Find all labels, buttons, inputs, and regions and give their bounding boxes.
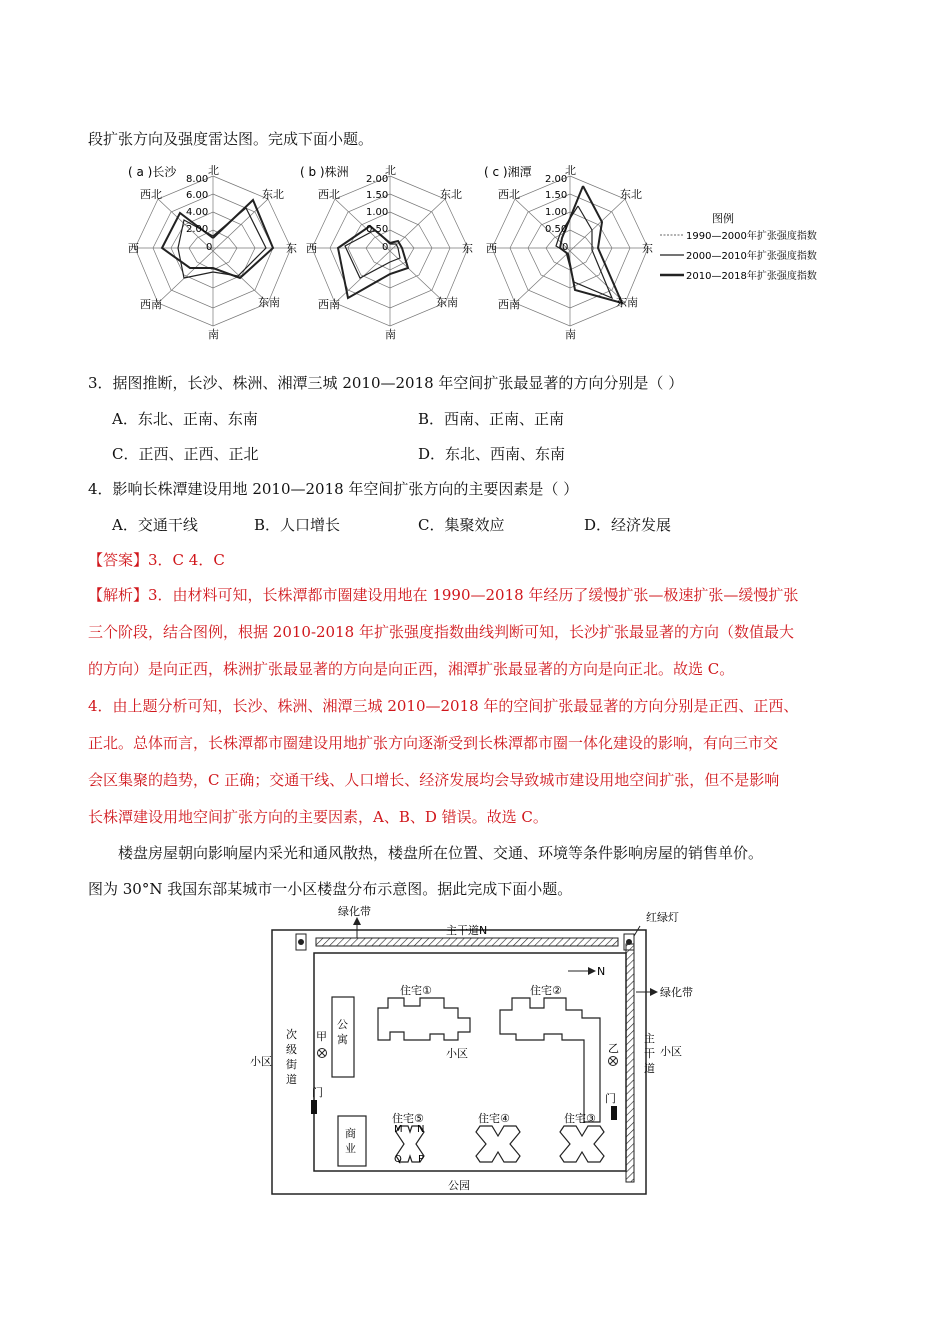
analysis-line: 正北。总体而言，长株潭都市圈建设用地扩张方向逐渐受到长株潭都市圈一体化建设的影响，有向三市交: [88, 734, 779, 752]
dir-e: 东: [642, 242, 653, 255]
corner-n: N: [417, 1124, 425, 1135]
tick: 0.50: [545, 224, 568, 235]
chart-label: ( b )株洲: [300, 165, 349, 179]
legend-title: 图例: [712, 212, 734, 225]
tick: 2.00: [545, 174, 568, 185]
series-2010-2018: [338, 226, 408, 298]
tick: 0: [382, 242, 389, 253]
gate-left: [311, 1100, 317, 1114]
analysis-line: 长株潭建设用地空间扩张方向的主要因素，A、B、D 错误。故选 C。: [88, 808, 548, 826]
xiaoqu-left-label: 小区: [250, 1055, 272, 1068]
q3-option-b: B．西南、正南、正南: [418, 410, 565, 428]
tick: 1.00: [545, 207, 568, 218]
street-label: 级: [286, 1043, 297, 1056]
passage-line: 楼盘房屋朝向影响屋内采光和通风散热，楼盘所在位置、交通、环境等条件影响房屋的销售单价。: [118, 844, 764, 862]
north-label: N: [597, 965, 606, 978]
jia-label: 甲: [316, 1030, 327, 1043]
shangye-label: 商: [345, 1127, 356, 1140]
gate-right: [611, 1106, 617, 1120]
tick: 6.00: [186, 190, 209, 201]
residence-3: [560, 1126, 604, 1162]
main-road-n-label: 主干道N: [446, 924, 488, 937]
tick: 1.50: [545, 190, 568, 201]
tick: 0: [562, 242, 569, 253]
q3-option-d: D．东北、西南、东南: [418, 445, 566, 463]
street-label: 道: [286, 1073, 297, 1086]
dir-sw: 西南: [498, 298, 520, 311]
greenbelt-top-label: 绿化带: [338, 905, 371, 918]
main-road-e-label: 道: [644, 1062, 655, 1075]
street-label: 次: [286, 1028, 297, 1041]
chart-label: ( c )湘潭: [484, 165, 532, 179]
radar-charts: [0, 158, 950, 358]
gate-label: 门: [312, 1086, 323, 1099]
dir-se: 东南: [616, 296, 638, 309]
radar-legend: [660, 211, 817, 282]
tick: 4.00: [186, 207, 209, 218]
dir-se: 东南: [258, 296, 280, 309]
dir-n: 北: [565, 164, 576, 177]
dir-n: 北: [385, 164, 396, 177]
tick: 8.00: [186, 174, 209, 185]
q3-option-a: A．东北、正南、东南: [112, 410, 258, 428]
commercial-building: [338, 1116, 366, 1166]
zhuzhai3-label: 住宅③: [564, 1112, 596, 1125]
residence-2: [500, 998, 600, 1122]
tick: 2.00: [186, 224, 209, 235]
dir-e: 东: [286, 242, 297, 255]
dir-s: 南: [208, 328, 219, 341]
xiaoqu-center-label: 小区: [446, 1047, 468, 1060]
gongyu-label: 寓: [337, 1033, 348, 1046]
dir-ne: 东北: [440, 188, 462, 201]
analysis-line: 三个阶段，结合图例，根据 2010-2018 年扩张强度指数曲线判断可知，长沙扩张最显著的方向（数值最大: [88, 623, 794, 641]
yi-label: 乙: [608, 1042, 619, 1055]
analysis-line: 的方向）是向正西，株洲扩张最显著的方向是向正西，湘潭扩张最显著的方向是向正北。故选 C。: [88, 660, 735, 678]
analysis-line: 【解析】3．由材料可知，长株潭都市圈建设用地在 1990—2018 年经历了缓慢扩张—极速扩张—缓慢扩张: [88, 586, 799, 604]
dir-e: 东: [462, 242, 473, 255]
analysis-line: 4．由上题分析可知，长沙、株洲、湘潭三城 2010—2018 年的空间扩张最显著的方向分别是正西、正西、: [88, 697, 799, 715]
radar-chart-xiangtan: [484, 164, 653, 341]
street-label: 街: [286, 1058, 297, 1071]
zhuzhai5-label: 住宅⑤: [392, 1112, 424, 1125]
analysis-line: 会区集聚的趋势，C 正确；交通干线、人口增长、经济发展均会导致城市建设用地空间扩张，但不是影响: [88, 771, 780, 789]
zhuzhai4-label: 住宅④: [478, 1112, 510, 1125]
main-road-e-label: 主: [644, 1032, 655, 1045]
q4-option-a: A．交通干线: [112, 516, 198, 534]
passage-line: 图为 30°N 我国东部某城市一小区楼盘分布示意图。据此完成下面小题。: [88, 880, 573, 898]
zhuzhai1-label: 住宅①: [400, 984, 432, 997]
radar-chart-zhuzhou: [300, 164, 473, 341]
dir-s: 南: [385, 328, 396, 341]
corner-p: P: [418, 1154, 425, 1165]
traffic-light-label: 红绿灯: [646, 911, 679, 924]
dir-nw: 西北: [498, 188, 520, 201]
main-road-e-label: 干: [644, 1047, 655, 1060]
dir-w: 西: [128, 242, 139, 255]
residence-4: [476, 1126, 520, 1162]
gongyu-label: 公: [337, 1018, 348, 1031]
tick: 1.50: [366, 190, 389, 201]
q4-option-b: B．人口增长: [254, 516, 341, 534]
greenbelt-right-label: 绿化带: [660, 986, 693, 999]
legend-item: 1990—2000年扩张强度指数: [686, 231, 817, 242]
dir-nw: 西北: [140, 188, 162, 201]
tick: 0.50: [366, 224, 389, 235]
radar-chart-changsha: [128, 164, 297, 341]
dir-s: 南: [565, 328, 576, 341]
q3-option-c: C．正西、正西、正北: [112, 445, 259, 463]
corner-q: Q: [394, 1154, 402, 1165]
dir-ne: 东北: [620, 188, 642, 201]
q3-stem: 3．据图推断，长沙、株洲、湘潭三城 2010—2018 年空间扩张最显著的方向分别是（ ）: [88, 374, 684, 392]
legend-item: 2000—2010年扩张强度指数: [686, 251, 817, 262]
marker-jia-icon: [318, 1049, 327, 1058]
tick: 1.00: [366, 207, 389, 218]
dir-sw: 西南: [318, 298, 340, 311]
traffic-light-icon: [296, 934, 306, 950]
dir-se: 东南: [436, 296, 458, 309]
dir-nw: 西北: [318, 188, 340, 201]
intro-text: 段扩张方向及强度雷达图。完成下面小题。: [88, 130, 374, 148]
zhuzhai2-label: 住宅②: [530, 984, 562, 997]
tick: 0: [206, 242, 213, 253]
residence-1: [378, 998, 470, 1040]
greenbelt-top: [316, 938, 618, 946]
shangye-label: 业: [345, 1142, 356, 1155]
chart-label: ( a )长沙: [128, 165, 177, 179]
q4-stem: 4．影响长株潭建设用地 2010—2018 年空间扩张方向的主要因素是（ ）: [88, 480, 579, 498]
dir-sw: 西南: [140, 298, 162, 311]
tick: 2.00: [366, 174, 389, 185]
answer: 【答案】3．C 4．C: [88, 551, 225, 569]
dir-ne: 东北: [262, 188, 284, 201]
q4-option-c: C．集聚效应: [418, 516, 505, 534]
community-map: [0, 900, 950, 1200]
dir-n: 北: [208, 164, 219, 177]
series-2010-2018: [162, 200, 273, 278]
gate-label: 门: [605, 1092, 616, 1105]
legend-item: 2010—2018年扩张强度指数: [686, 271, 817, 282]
q4-option-d: D．经济发展: [584, 516, 672, 534]
xiaoqu-right-label: 小区: [660, 1045, 682, 1058]
marker-yi-icon: [609, 1057, 618, 1066]
dir-w: 西: [306, 242, 317, 255]
corner-m: M: [394, 1124, 403, 1135]
dir-w: 西: [486, 242, 497, 255]
park-label: 公园: [448, 1179, 470, 1192]
greenbelt-right: [626, 944, 634, 1182]
